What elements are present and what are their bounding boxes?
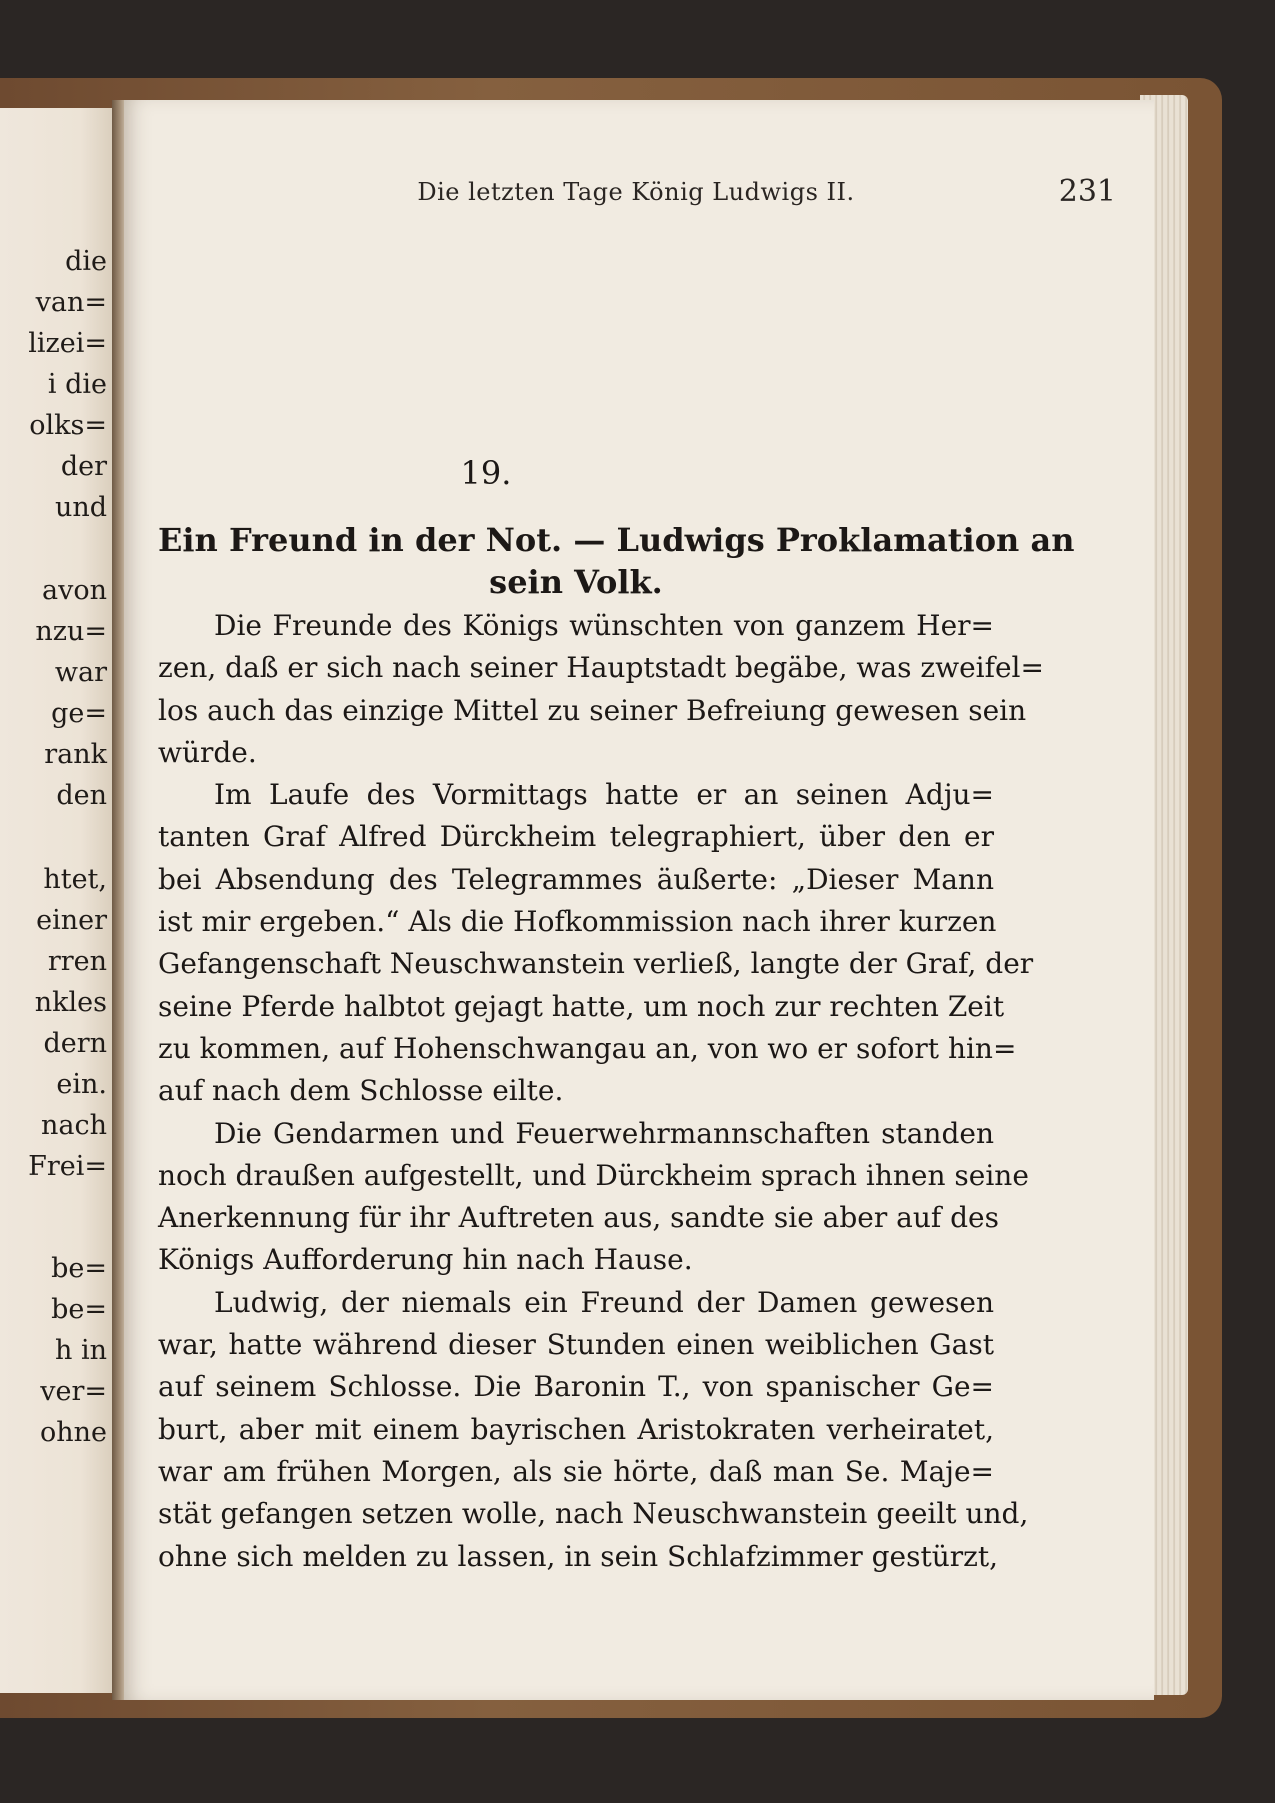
text-line: Im Laufe des Vormittags hatte er an seinen Adju= [214, 778, 994, 812]
left-page-fragment: rank [44, 739, 107, 770]
text-line: zu kommen, auf Hohenschwangau an, von wo er sofort hin= [158, 1031, 1017, 1065]
left-page-fragment: ein. [56, 1069, 107, 1100]
text-line: auf seinem Schlosse. Die Baronin T., von spanischer Ge= [158, 1370, 994, 1404]
text-line: war am frühen Morgen, als sie hörte, daß man Se. Maje= [158, 1454, 994, 1488]
text-line: Ludwig, der niemals ein Freund der Damen gewesen [214, 1285, 994, 1319]
chapter-title [158, 519, 1075, 603]
paragraph [158, 1282, 1029, 1578]
text-line: stät gefangen setzen wolle, nach Neuschwanstein geeilt und, [158, 1497, 1029, 1531]
left-page-fragment: war [54, 657, 107, 688]
left-page-fragment: ver= [40, 1376, 107, 1407]
left-page-fragment: die [65, 246, 107, 277]
left-page-fragment: lizei= [28, 328, 107, 359]
left-page-fragment: van= [35, 287, 107, 318]
chapter-title-line: sein Volk. [489, 563, 663, 601]
text-line: burt, aber mit einem bayrischen Aristokraten verheiratet, [158, 1412, 994, 1446]
text-line: zen, daß er sich nach seiner Hauptstadt begäbe, was zweifel= [158, 651, 1044, 685]
left-page-fragment: Frei= [28, 1151, 107, 1182]
left-page-fragment: nkles [34, 987, 107, 1018]
chapter-title-line: Ein Freund in der Not. — Ludwigs Proklamation an [158, 521, 1075, 559]
text-line: auf nach dem Schlosse eilte. [158, 1074, 564, 1108]
paragraph [158, 605, 1044, 774]
left-facing-page [0, 108, 115, 1693]
text-line: ohne sich melden zu lassen, in sein Schlafzimmer gestürzt, [158, 1539, 999, 1573]
chapter-number: 19. [460, 454, 512, 492]
paragraph [158, 774, 1034, 1112]
left-page-fragment: dern [43, 1028, 107, 1059]
left-page-fragment: einer [36, 905, 107, 936]
left-page-fragment: be= [51, 1253, 107, 1284]
left-page-fragment: be= [51, 1294, 107, 1325]
right-page [124, 100, 1154, 1700]
paragraph [158, 1113, 1029, 1282]
text-line: ist mir ergeben.“ Als die Hofkommission nach ihrer kurzen [158, 905, 997, 939]
left-page-fragment: ohne [39, 1417, 107, 1448]
text-block [158, 454, 1075, 1578]
left-page-fragment: htet, [43, 864, 107, 895]
text-line: tanten Graf Alfred Dürckheim telegraphiert, über den er [158, 820, 994, 854]
left-page-fragment: den [56, 780, 107, 811]
left-page-fragment: ge= [51, 698, 107, 729]
left-page-fragment: nach [41, 1110, 107, 1141]
text-line: Anerkennung für ihr Auftreten aus, sandte sie aber auf des [158, 1201, 999, 1235]
text-line: Königs Aufforderung hin nach Hause. [158, 1243, 693, 1277]
left-page-fragment: nzu= [35, 616, 107, 647]
text-line: seine Pferde halbtot gejagt hatte, um noch zur rechten Zeit [158, 989, 1005, 1023]
page-header [156, 174, 1116, 218]
left-page-fragment: und [54, 492, 107, 523]
left-page-fragment: rren [47, 946, 107, 977]
text-line: war, hatte während dieser Stunden einen weiblichen Gast [158, 1328, 994, 1362]
text-line: Gefangenschaft Neuschwanstein verließ, langte der Graf, der [158, 947, 1034, 981]
left-page-fragment: der [60, 451, 107, 482]
text-line: noch draußen aufgestellt, und Dürckheim sprach ihnen seine [158, 1158, 1029, 1192]
left-page-fragment: avon [42, 575, 107, 606]
page-number: 231 [1058, 174, 1116, 209]
text-line: los auch das einzige Mittel zu seiner Befreiung gewesen sein [158, 693, 1027, 727]
text-line: Die Gendarmen und Feuerwehrmannschaften standen [214, 1116, 994, 1150]
left-page-fragment: i die [47, 369, 107, 400]
left-page-fragment: olks= [29, 410, 107, 441]
running-title: Die letzten Tage König Ludwigs II. [417, 178, 855, 206]
text-line: würde. [158, 735, 257, 769]
text-line: bei Absendung des Telegrammes äußerte: „Dieser Mann [158, 862, 994, 896]
left-page-fragment: h in [55, 1335, 107, 1366]
text-line: Die Freunde des Königs wünschten von ganzem Her= [214, 609, 994, 642]
